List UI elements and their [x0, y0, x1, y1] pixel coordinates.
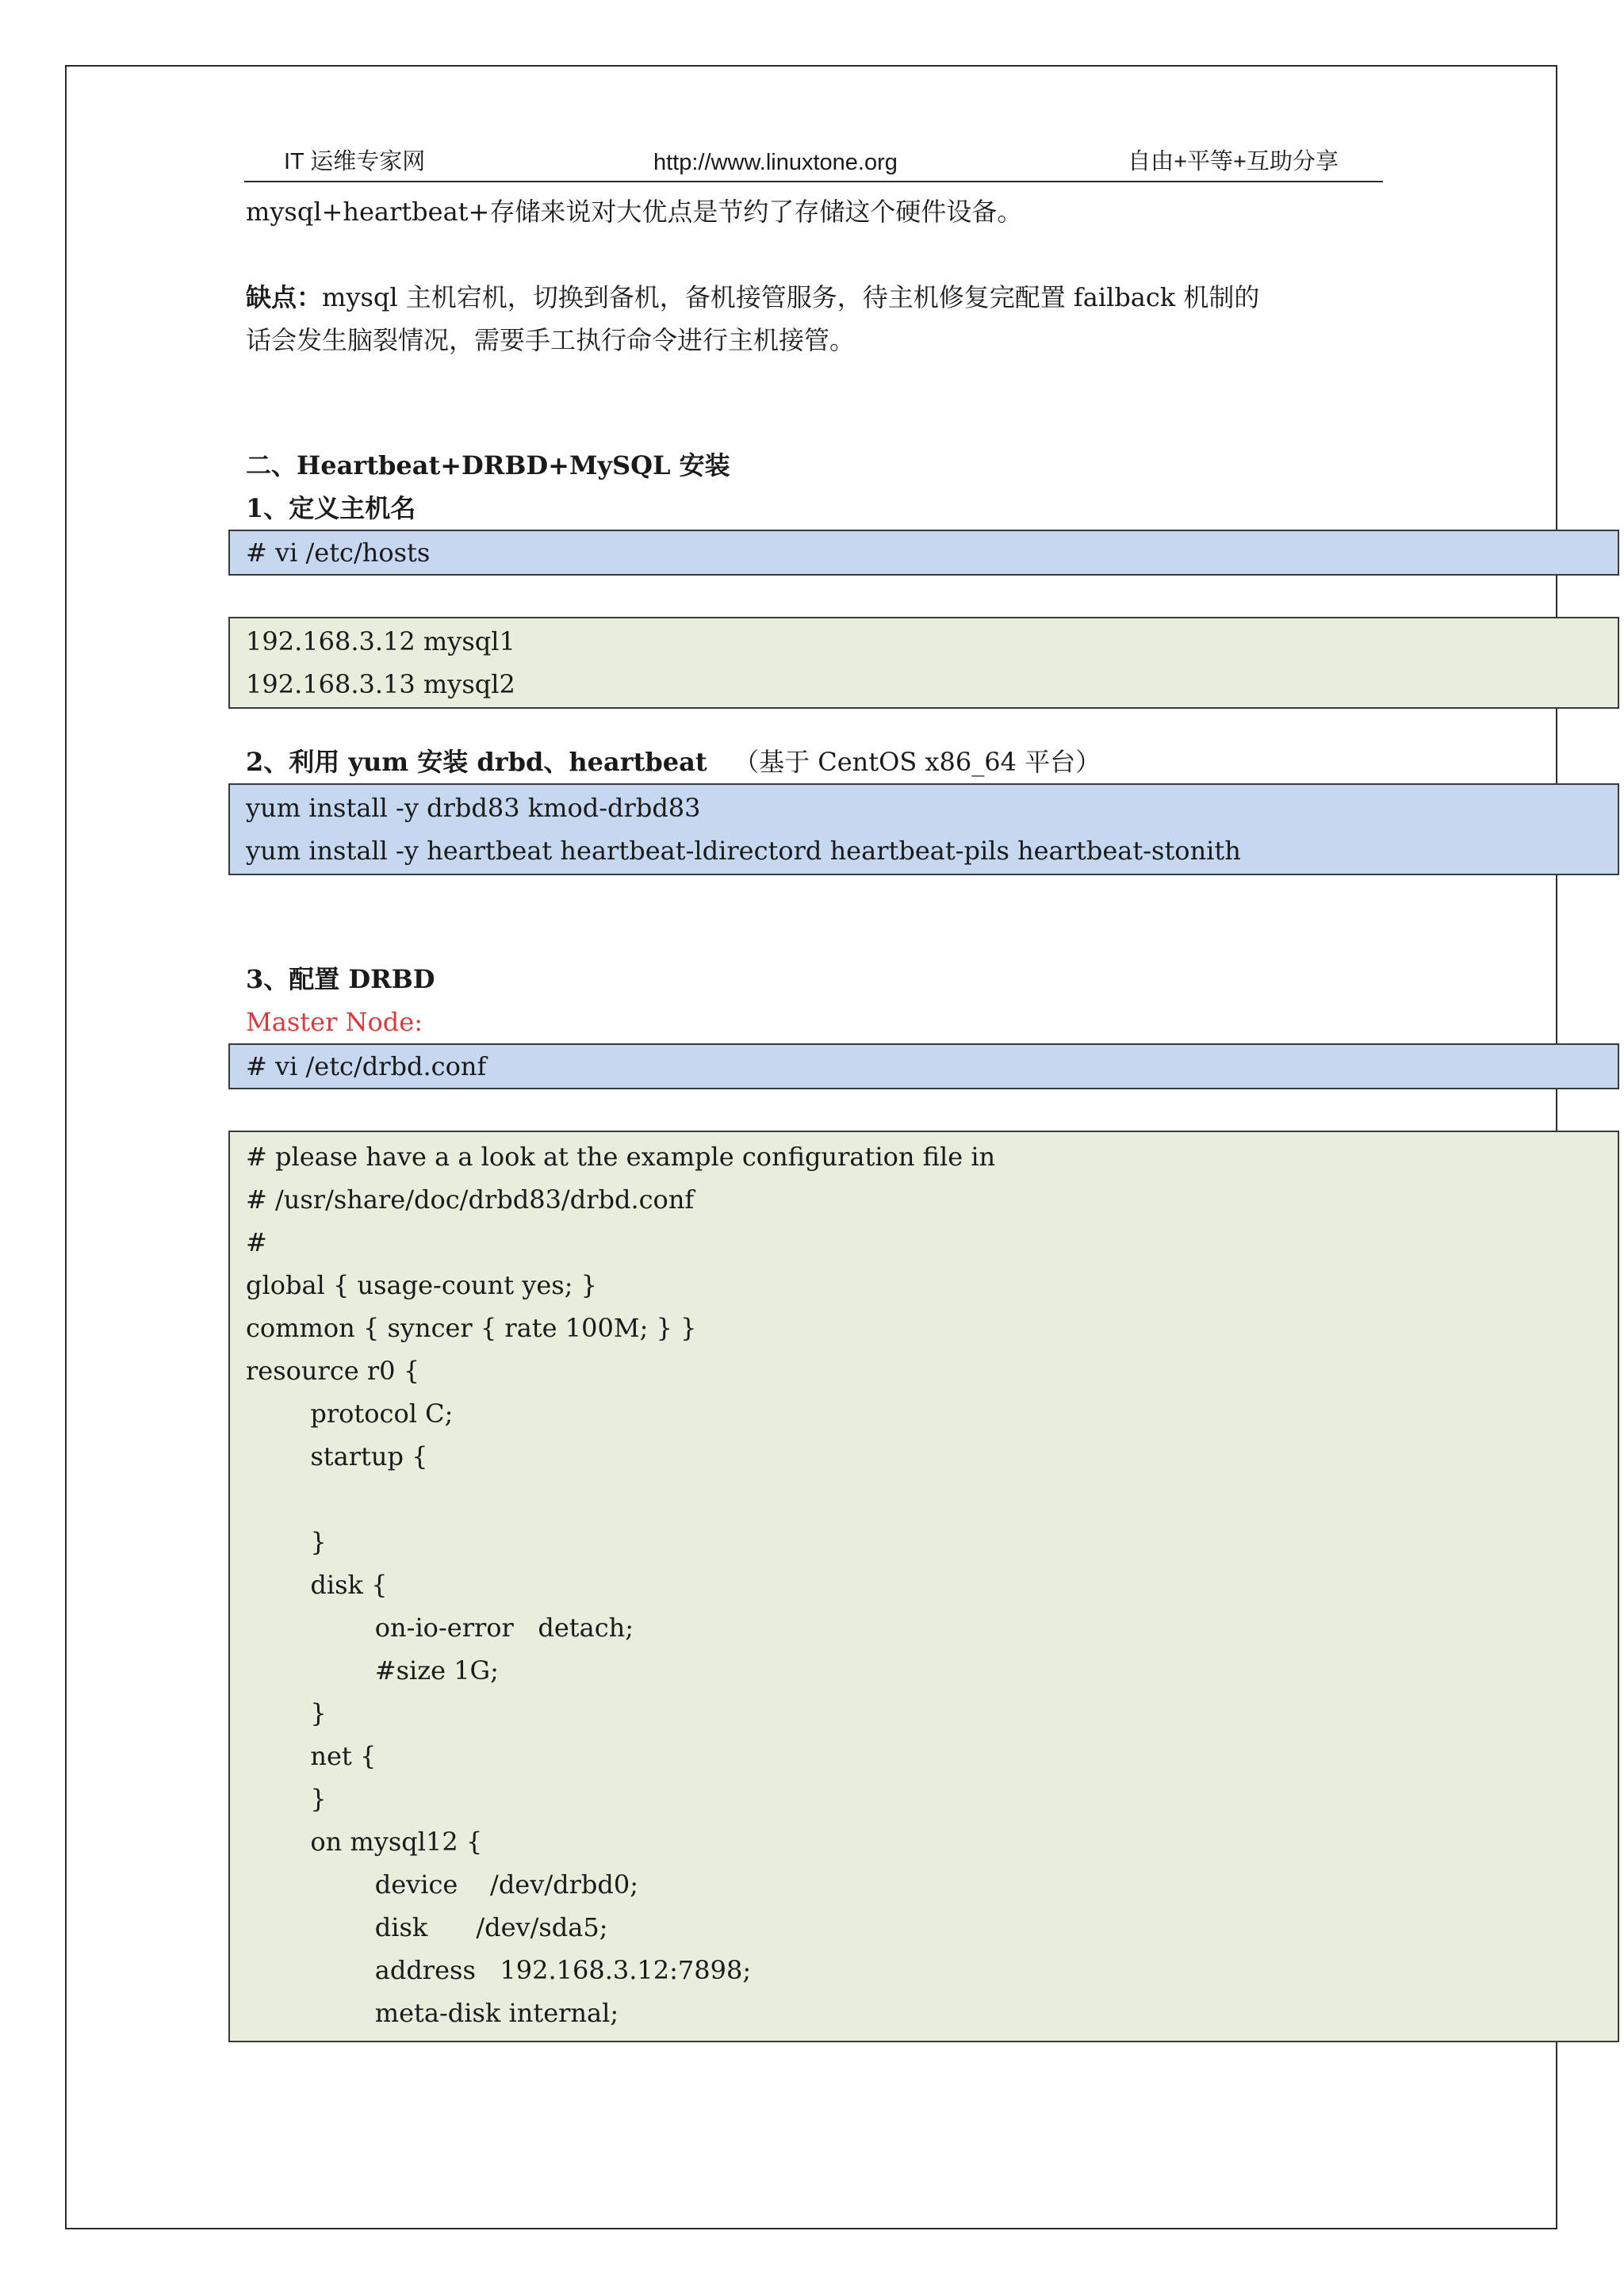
- cons-paragraph: [246, 276, 1388, 319]
- drbd-command: # vi /etc/drbd.conf: [246, 1051, 487, 1081]
- code-line: startup {: [246, 1441, 428, 1471]
- code-line: resource r0 {: [246, 1356, 420, 1386]
- page-header: [244, 143, 1383, 182]
- intro-line: mysql+heartbeat+存储来说对大优点是节约了存储这个硬件设备。: [246, 197, 1023, 227]
- code-line: #: [246, 1227, 267, 1257]
- code-line: }: [246, 1527, 327, 1557]
- code-line: # /usr/share/doc/drbd83/drbd.conf: [246, 1184, 695, 1215]
- code-line: protocol C;: [246, 1399, 454, 1429]
- code-line: disk {: [246, 1570, 388, 1600]
- hosts-line: 192.168.3.12 mysql1: [246, 626, 515, 656]
- cons-text-2: 话会发生脑裂情况，需要手工执行命令进行主机接管。: [246, 325, 856, 355]
- code-line: on mysql12 {: [246, 1827, 483, 1857]
- code-line: on-io-error detach;: [246, 1613, 634, 1643]
- code-line: }: [246, 1698, 327, 1728]
- header-site-name: IT 运维专家网: [284, 149, 426, 174]
- code-line: common { syncer { rate 100M; } }: [246, 1313, 697, 1343]
- code-line: global { usage-count yes; }: [246, 1270, 598, 1300]
- yum-line: yum install -y drbd83 kmod-drbd83: [246, 793, 701, 823]
- code-line: #size 1G;: [246, 1655, 499, 1686]
- hosts-content-box: [228, 617, 1619, 709]
- hosts-line: 192.168.3.13 mysql2: [246, 669, 515, 699]
- header-url: http://www.linuxtone.org: [653, 150, 898, 175]
- hosts-command-box: [228, 530, 1619, 576]
- code-line: device /dev/drbd0;: [246, 1869, 638, 1900]
- cons-label: 缺点：: [246, 282, 323, 312]
- code-line: address 192.168.3.12:7898;: [246, 1955, 752, 1985]
- document-content: [246, 190, 1388, 2042]
- code-line: net {: [246, 1741, 377, 1771]
- yum-command-box: [228, 783, 1619, 875]
- step2-note: （基于 CentOS x86_64 平台）: [733, 747, 1101, 777]
- step2-heading: [246, 740, 1388, 783]
- code-line: [246, 1478, 1602, 1521]
- hosts-command: # vi /etc/hosts: [246, 538, 431, 568]
- step3-heading: 3、配置 DRBD: [246, 964, 435, 994]
- step1-heading: 1、定义主机名: [246, 493, 416, 523]
- code-line: meta-disk internal;: [246, 1998, 619, 2028]
- cons-text-1: mysql 主机宕机，切换到备机，备机接管服务，待主机修复完配置 failback 机制的: [322, 282, 1260, 312]
- step2-title: 2、利用 yum 安装 drbd、heartbeat: [246, 747, 707, 777]
- code-line: disk /dev/sda5;: [246, 1912, 608, 1942]
- header-motto: 自由+平等+互助分享: [1128, 149, 1339, 174]
- drbd-command-box: [228, 1043, 1619, 1089]
- code-line: # please have a a look at the example configuration file in: [246, 1142, 996, 1172]
- master-node-label: Master Node:: [246, 1007, 423, 1037]
- yum-line: yum install -y heartbeat heartbeat-ldirectord heartbeat-pils heartbeat-stonith: [246, 836, 1241, 866]
- section-title: 二、Heartbeat+DRBD+MySQL 安装: [246, 450, 730, 480]
- drbd-conf-box: [228, 1131, 1619, 2042]
- code-line: }: [246, 1784, 327, 1814]
